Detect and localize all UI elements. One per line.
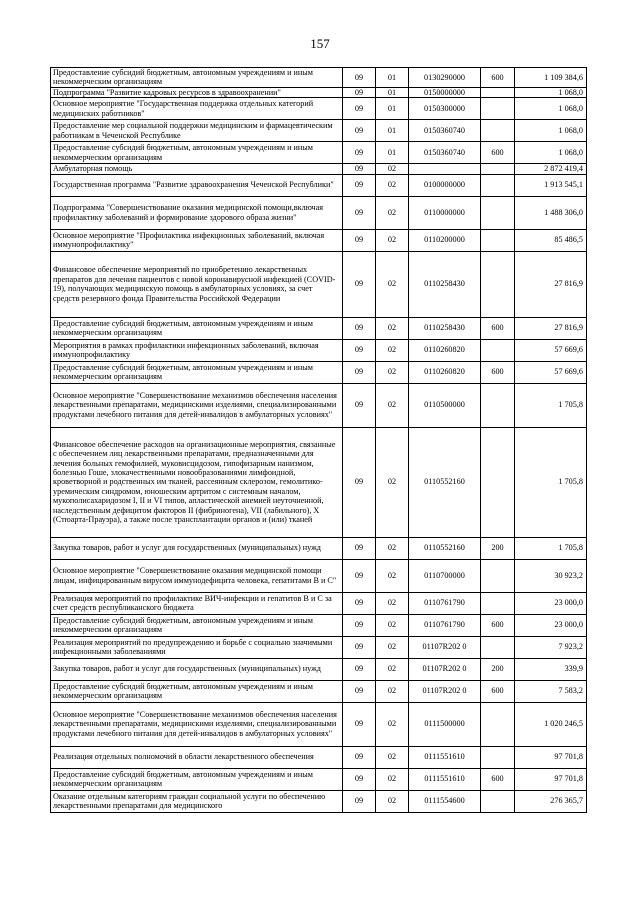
row-amount: 30 923,2: [515, 559, 587, 592]
row-name: Предоставление субсидий бюджетным, автономным учреждениям и иным некоммерческим организациям: [51, 680, 343, 702]
row-subsection: 02: [376, 702, 409, 746]
row-expense-type: 600: [481, 680, 515, 702]
row-expense-type: [481, 196, 515, 229]
row-name: Предоставление субсидий бюджетным, автономным учреждениям и иным некоммерческим организациям: [51, 768, 343, 790]
row-section: 09: [343, 427, 376, 537]
row-name: Предоставление мер социальной поддержки медицинским и фармацевтическим работникам в Чеченской Республике: [51, 120, 343, 142]
row-name: Закупка товаров, работ и услуг для государственных (муниципальных) нужд: [51, 537, 343, 559]
table-row: [51, 339, 587, 361]
row-name: Подпрограмма "Совершенствование оказания медицинской помощи,включая профилактику заболеваний и формирование здорового образа жизни": [51, 196, 343, 229]
table-row: [51, 614, 587, 636]
row-subsection: 02: [376, 427, 409, 537]
row-amount: 7 583,2: [515, 680, 587, 702]
row-target-code: 0110552160: [409, 427, 481, 537]
row-expense-type: 600: [481, 361, 515, 383]
row-expense-type: [481, 229, 515, 251]
row-name: Реализация мероприятий по профилактике ВИЧ-инфекции и гепатитов В и С за счет средств республиканского бюджета: [51, 592, 343, 614]
row-amount: 97 701,8: [515, 768, 587, 790]
row-subsection: 02: [376, 768, 409, 790]
table-row: [51, 120, 587, 142]
row-expense-type: [481, 87, 515, 97]
row-amount: 1 488 306,0: [515, 196, 587, 229]
budget-table: [50, 67, 587, 813]
row-section: 09: [343, 174, 376, 196]
row-section: 09: [343, 164, 376, 174]
row-subsection: 02: [376, 658, 409, 680]
row-subsection: 02: [376, 361, 409, 383]
row-expense-type: 600: [481, 614, 515, 636]
row-expense-type: 200: [481, 537, 515, 559]
row-target-code: 0110500000: [409, 383, 481, 427]
row-section: 09: [343, 537, 376, 559]
table-row: [51, 98, 587, 120]
row-target-code: 0150360740: [409, 142, 481, 164]
budget-table-body: [51, 68, 587, 813]
row-target-code: 0110552160: [409, 537, 481, 559]
row-section: 09: [343, 680, 376, 702]
row-name: Мероприятия в рамках профилактики инфекционных заболеваний, включая иммунопрофилактику: [51, 339, 343, 361]
row-section: 09: [343, 658, 376, 680]
table-row: [51, 174, 587, 196]
row-subsection: 02: [376, 229, 409, 251]
row-target-code: 0110761790: [409, 592, 481, 614]
row-section: 09: [343, 142, 376, 164]
row-expense-type: [481, 746, 515, 768]
row-target-code: 0111551610: [409, 746, 481, 768]
row-name: Основное мероприятие "Государственная поддержка отдельных категорий медицинских работников": [51, 98, 343, 120]
row-amount: 1 068,0: [515, 87, 587, 97]
row-subsection: 02: [376, 251, 409, 317]
row-section: 09: [343, 68, 376, 88]
table-row: [51, 680, 587, 702]
row-amount: 276 365,7: [515, 790, 587, 812]
row-section: 09: [343, 196, 376, 229]
table-row: [51, 559, 587, 592]
row-expense-type: [481, 120, 515, 142]
row-amount: 2 872 419,4: [515, 164, 587, 174]
row-subsection: 02: [376, 592, 409, 614]
page-number: 157: [310, 36, 330, 51]
row-target-code: 0110000000: [409, 196, 481, 229]
row-name: Амбулаторная помощь: [51, 164, 343, 174]
table-row: [51, 592, 587, 614]
row-target-code: 0110761790: [409, 614, 481, 636]
table-row: [51, 702, 587, 746]
row-expense-type: [481, 174, 515, 196]
row-amount: 7 923,2: [515, 636, 587, 658]
table-row: [51, 427, 587, 537]
row-amount: 1 020 246,5: [515, 702, 587, 746]
row-name: Финансовое обеспечение расходов на организационные мероприятия, связанные с обеспечением лиц лекарственными препаратами, предназначенными для лечения больных гемофилией, муковисцидозом, гипофизарным нанизмом, болезнью Гоше, злокачественными новообразованиями лимфоидной, кроветворной и родственных им тканей, рассеянным склерозом, гемолитико-уремическим синдромом, юношеским артритом с системным началом, мукополисахаридозом I, II и VI типов, апластической анемией неуточненной, наследственным дефицитом факторов II (фибриногена), VII (лабильного), X (Стюарта-Прауэра), а также после трансплантации органов и (или) тканей: [51, 427, 343, 537]
row-expense-type: [481, 790, 515, 812]
row-section: 09: [343, 120, 376, 142]
row-section: 09: [343, 361, 376, 383]
row-subsection: 02: [376, 636, 409, 658]
row-subsection: 02: [376, 383, 409, 427]
row-subsection: 01: [376, 68, 409, 88]
row-name: Основное мероприятие "Совершенствование механизмов обеспечения населения лекарственными препаратами, медицинскими изделиями, специализированными продуктами лечебного питания для детей-инвалидов в амбулаторных условиях": [51, 702, 343, 746]
row-section: 09: [343, 559, 376, 592]
row-subsection: 02: [376, 790, 409, 812]
row-target-code: 0150360740: [409, 120, 481, 142]
row-subsection: 01: [376, 98, 409, 120]
row-target-code: 0150300000: [409, 98, 481, 120]
row-name: Предоставление субсидий бюджетным, автономным учреждениям и иным некоммерческим организациям: [51, 142, 343, 164]
row-name: Предоставление субсидий бюджетным, автономным учреждениям и иным некоммерческим организациям: [51, 614, 343, 636]
row-subsection: 02: [376, 317, 409, 339]
row-name: Предоставление субсидий бюджетным, автономным учреждениям и иным некоммерческим организациям: [51, 68, 343, 88]
table-row: [51, 229, 587, 251]
row-subsection: 02: [376, 196, 409, 229]
table-row: [51, 746, 587, 768]
row-amount: 1 705,8: [515, 537, 587, 559]
row-section: 09: [343, 317, 376, 339]
row-target-code: 0110700000: [409, 559, 481, 592]
row-section: 09: [343, 746, 376, 768]
row-amount: 339,9: [515, 658, 587, 680]
row-target-code: [409, 164, 481, 174]
row-name: Оказание отдельным категориям граждан социальной услуги по обеспечению лекарственными препаратами для медицинского: [51, 790, 343, 812]
row-amount: 1 109 384,6: [515, 68, 587, 88]
row-target-code: 0150000000: [409, 87, 481, 97]
table-row: [51, 361, 587, 383]
row-amount: 23 000,0: [515, 614, 587, 636]
row-name: Основное мероприятие "Профилактика инфекционных заболеваний, включая иммунопрофилактику": [51, 229, 343, 251]
row-section: 09: [343, 87, 376, 97]
row-subsection: 02: [376, 614, 409, 636]
row-expense-type: [481, 592, 515, 614]
row-amount: 85 486,5: [515, 229, 587, 251]
row-subsection: 01: [376, 120, 409, 142]
row-expense-type: 600: [481, 142, 515, 164]
row-target-code: 01107R202 0: [409, 680, 481, 702]
row-expense-type: 200: [481, 658, 515, 680]
row-target-code: 0110200000: [409, 229, 481, 251]
row-amount: 1 705,8: [515, 383, 587, 427]
row-target-code: 0110258430: [409, 251, 481, 317]
table-row: [51, 658, 587, 680]
row-expense-type: [481, 383, 515, 427]
row-subsection: 02: [376, 680, 409, 702]
row-section: 09: [343, 383, 376, 427]
row-target-code: 0111500000: [409, 702, 481, 746]
row-subsection: 02: [376, 339, 409, 361]
row-expense-type: [481, 98, 515, 120]
table-row: [51, 636, 587, 658]
row-section: 09: [343, 592, 376, 614]
row-expense-type: [481, 339, 515, 361]
row-expense-type: [481, 636, 515, 658]
row-expense-type: [481, 164, 515, 174]
row-section: 09: [343, 636, 376, 658]
row-subsection: 02: [376, 164, 409, 174]
row-name: Подпрограмма "Развитие кадровых ресурсов в здравоохранении": [51, 87, 343, 97]
row-amount: 27 816,9: [515, 251, 587, 317]
row-amount: 1 068,0: [515, 142, 587, 164]
row-amount: 57 669,6: [515, 339, 587, 361]
table-row: [51, 790, 587, 812]
row-target-code: 0111554600: [409, 790, 481, 812]
row-expense-type: [481, 251, 515, 317]
row-amount: 1 705,8: [515, 427, 587, 537]
row-name: Реализация отдельных полномочий в области лекарственного обеспечения: [51, 746, 343, 768]
row-section: 09: [343, 339, 376, 361]
row-target-code: 0100000000: [409, 174, 481, 196]
row-section: 09: [343, 768, 376, 790]
row-amount: 27 816,9: [515, 317, 587, 339]
row-amount: 1 068,0: [515, 120, 587, 142]
row-name: Государственная программа "Развитие здравоохранения Чеченской Республики": [51, 174, 343, 196]
row-expense-type: 600: [481, 68, 515, 88]
row-subsection: 01: [376, 142, 409, 164]
row-amount: 1 913 545,1: [515, 174, 587, 196]
row-subsection: 01: [376, 87, 409, 97]
row-target-code: 01107R202 0: [409, 658, 481, 680]
row-name: Основное мероприятие "Совершенствование механизмов обеспечения населения лекарственными препаратами, медицинскими изделиями, специализированными продуктами лечебного питания для детей-инвалидов в амбулаторных условиях": [51, 383, 343, 427]
table-row: [51, 87, 587, 97]
table-row: [51, 768, 587, 790]
row-section: 09: [343, 98, 376, 120]
row-subsection: 02: [376, 746, 409, 768]
row-section: 09: [343, 229, 376, 251]
row-name: Закупка товаров, работ и услуг для государственных (муниципальных) нужд: [51, 658, 343, 680]
row-name: Предоставление субсидий бюджетным, автономным учреждениям и иным некоммерческим организациям: [51, 317, 343, 339]
row-amount: 1 068,0: [515, 98, 587, 120]
table-row: [51, 142, 587, 164]
row-section: 09: [343, 251, 376, 317]
table-row: [51, 383, 587, 427]
row-subsection: 02: [376, 174, 409, 196]
row-expense-type: [481, 702, 515, 746]
row-target-code: 0110258430: [409, 317, 481, 339]
row-target-code: 0110260820: [409, 339, 481, 361]
row-expense-type: 600: [481, 768, 515, 790]
row-name: Финансовое обеспечение мероприятий по приобретению лекарственных препаратов для лечения пациентов с новой коронавирусной инфекцией (COVID-19), получающих медицинскую помощь в амбулаторных условиях, за счет средств резервного фонда Правительства Российской Федерации: [51, 251, 343, 317]
row-target-code: 01107R202 0: [409, 636, 481, 658]
table-row: [51, 317, 587, 339]
row-section: 09: [343, 614, 376, 636]
row-subsection: 02: [376, 537, 409, 559]
row-target-code: 0110260820: [409, 361, 481, 383]
row-name: Предоставление субсидий бюджетным, автономным учреждениям и иным некоммерческим организациям: [51, 361, 343, 383]
row-expense-type: [481, 427, 515, 537]
row-expense-type: [481, 559, 515, 592]
table-row: [51, 251, 587, 317]
row-section: 09: [343, 790, 376, 812]
row-amount: 23 000,0: [515, 592, 587, 614]
table-row: [51, 196, 587, 229]
row-subsection: 02: [376, 559, 409, 592]
table-row: [51, 537, 587, 559]
table-row: [51, 68, 587, 88]
row-amount: 57 669,6: [515, 361, 587, 383]
row-section: 09: [343, 702, 376, 746]
row-expense-type: 600: [481, 317, 515, 339]
table-row: [51, 164, 587, 174]
row-target-code: 0111551610: [409, 768, 481, 790]
row-name: Основное мероприятие "Совершенствование оказания медицинской помощи лицам, инфицированным вирусом иммунодефицита человека, гепатитами В и С": [51, 559, 343, 592]
row-target-code: 0130290000: [409, 68, 481, 88]
row-name: Реализация мероприятий по предупреждению и борьбе с социально значимыми инфекционными заболеваниями: [51, 636, 343, 658]
row-amount: 97 701,8: [515, 746, 587, 768]
